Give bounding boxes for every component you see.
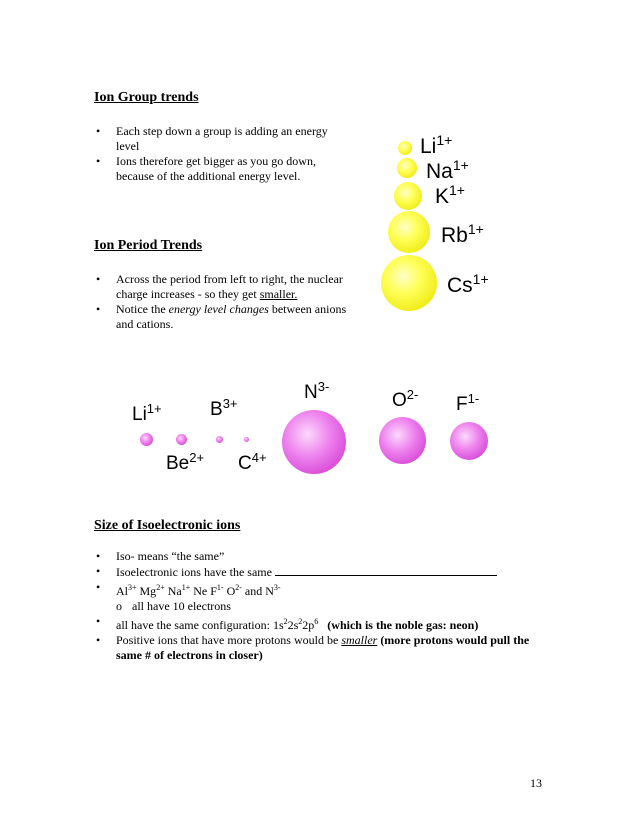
list-item: • Iso- means “the same” [94, 549, 544, 564]
na-ion-label: $Na^{1+}$ [426, 157, 469, 183]
list-item: o all have 10 electrons [94, 599, 544, 614]
rb-ion-sphere [388, 211, 430, 253]
heading-ion-group-trends: Ion Group trends [94, 90, 199, 105]
list-item: • all have the same configuration: $1s^22s^22p^6$ (which is the noble gas: neon) [94, 614, 544, 633]
list-item: • Positive ions that have more protons would be smaller (more protons would pull the same # of electrons in closer) [94, 633, 544, 663]
f-ion-sphere [450, 422, 488, 460]
fill-in-blank [275, 564, 497, 576]
list-item: • Across the period from left to right, the nuclear charge increases - so they get smaller. [94, 272, 359, 302]
li-ion-sphere [398, 141, 412, 155]
isoelectronic-list [94, 549, 544, 663]
b-ion-sphere [216, 436, 223, 443]
list-item: • $Al^{3+}$ $Mg^{2+}$ $Na^{1+}$ Ne $F^{1-}$ $O^{2-}$ and $N^{3-}$ [94, 580, 544, 599]
li-ion-sphere [140, 433, 153, 446]
list-item: • Notice the energy level changes between anions and cations. [94, 302, 359, 332]
cs-ion-label: $Cs^{1+}$ [447, 271, 489, 297]
li-ion-label: $Li^{1+}$ [420, 132, 453, 158]
cs-ion-sphere [381, 255, 437, 311]
period-trends-list [94, 272, 359, 332]
heading-isoelectronic-ions: Size of Isoelectronic ions [94, 518, 241, 533]
group-trends-list [94, 124, 349, 184]
list-item: • Ions therefore get bigger as you go down, because of the additional energy level. [94, 154, 349, 184]
be-ion-sphere [176, 434, 187, 445]
rb-ion-label: $Rb^{1+}$ [441, 221, 484, 247]
f-ion-label: $F^{1-}$ [456, 391, 480, 415]
n-ion-sphere [282, 410, 346, 474]
b-ion-label: $B^{3+}$ [210, 396, 238, 420]
be-ion-label: $Be^{2+}$ [166, 450, 205, 474]
k-ion-sphere [394, 182, 422, 210]
heading-ion-period-trends: Ion Period Trends [94, 238, 203, 253]
list-item: • Each step down a group is adding an energy level [94, 124, 349, 154]
li-ion-label: $Li^{1+}$ [132, 401, 162, 425]
o-ion-label: $O^{2-}$ [392, 387, 419, 411]
n-ion-label: $N^{3-}$ [304, 379, 330, 403]
c-ion-label: $C^{4+}$ [238, 450, 267, 474]
o-ion-sphere [379, 417, 426, 464]
k-ion-label: $K^{1+}$ [435, 182, 465, 208]
na-ion-sphere [397, 158, 417, 178]
page-number: 13 [530, 776, 542, 790]
c-ion-sphere [244, 437, 249, 442]
list-item: • Isoelectronic ions have the same [94, 564, 544, 580]
